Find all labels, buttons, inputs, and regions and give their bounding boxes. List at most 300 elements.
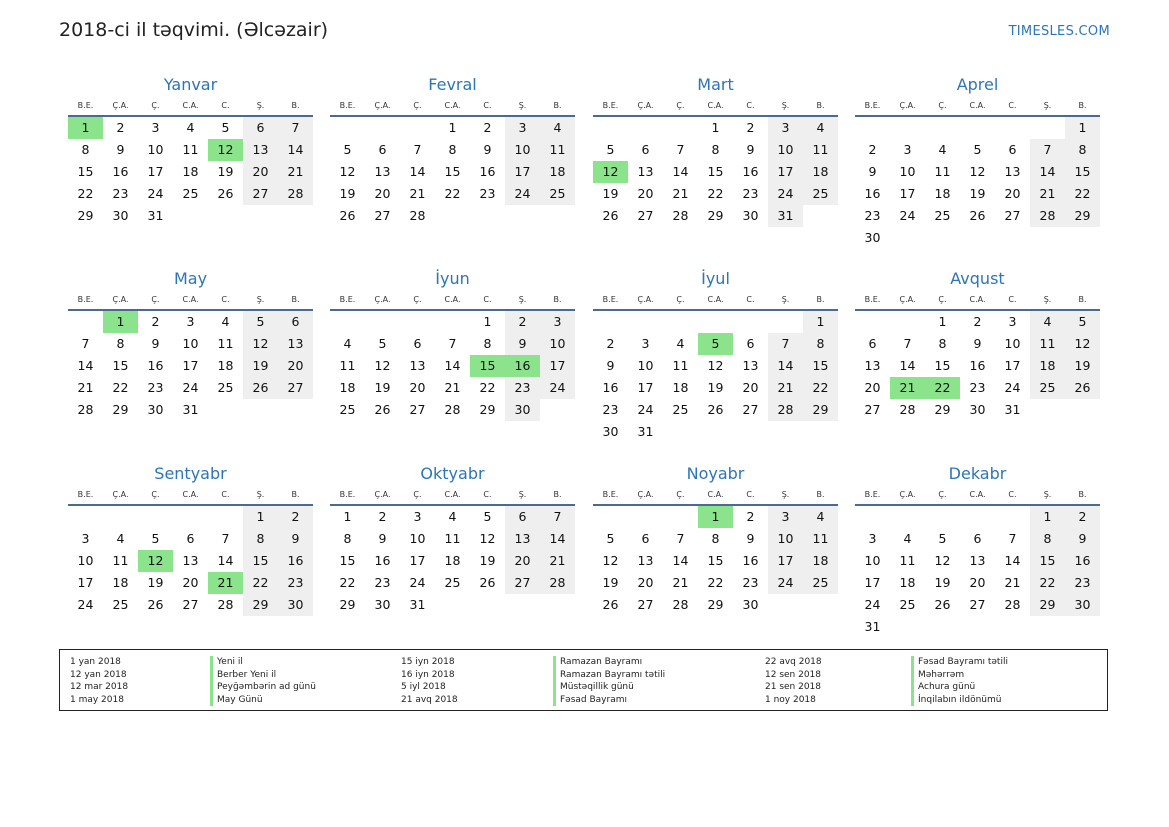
day-cell: 27 [243,183,278,205]
day-cell: 18 [803,550,838,572]
day-cell: 4 [116,531,125,546]
weekday-header [593,488,838,502]
day-cell: 30 [742,597,759,612]
day-cell: 11 [803,139,838,161]
empty-cell [890,311,925,333]
day-cell: 2 [606,336,615,351]
weekday-label: B. [553,101,562,110]
weekday-label: B.E. [77,295,94,304]
legend-date: 15 iyn 2018 [401,657,455,667]
weekday-label: C. [483,101,492,110]
day-cell: 10 [1004,336,1021,351]
legend-date: 12 mar 2018 [70,682,129,692]
weekday-label: B. [291,101,300,110]
day-cell: 7 [221,531,230,546]
empty-cell [628,117,663,139]
day-cell: 21 [409,186,426,201]
day-cell: 16 [742,164,759,179]
day-cell: 6 [746,336,755,351]
day-cell: 26 [602,597,619,612]
day-cell: 27 [374,208,391,223]
empty-cell [365,117,400,139]
day-cell: 5 [938,531,947,546]
day-cell: 1 [938,314,947,329]
weekday-header [330,99,575,113]
month-block [593,464,838,616]
day-cell: 5 [378,336,387,351]
day-cell: 24 [899,208,916,223]
day-cell: 4 [1030,311,1065,333]
day-cell: 17 [77,575,94,590]
days-grid [330,506,575,616]
day-cell: 2 [378,509,387,524]
legend-holiday: Fəsad Bayramı tətili [911,656,1008,669]
day-cell: 1 [483,314,492,329]
day-cell: 8 [803,333,838,355]
day-cell: 15 [707,553,724,568]
weekday-label: Ç. [413,490,422,499]
days-grid [855,506,1100,638]
day-cell: 5 [606,531,615,546]
day-cell: 25 [540,183,575,205]
weekday-label: C. [483,295,492,304]
holiday-day-cell: 15 [470,355,505,377]
day-cell: 6 [413,336,422,351]
day-cell: 27 [505,572,540,594]
day-cell: 26 [479,575,496,590]
day-cell: 9 [973,336,982,351]
day-cell: 3 [413,509,422,524]
day-cell: 28 [672,208,689,223]
day-cell: 22 [707,575,724,590]
days-grid [330,311,575,421]
day-cell: 19 [147,575,164,590]
weekday-label: Ç.A. [112,295,129,304]
weekday-label: B.E. [864,295,881,304]
day-cell: 10 [768,139,803,161]
day-cell: 17 [505,161,540,183]
day-cell: 22 [243,572,278,594]
day-cell: 28 [409,208,426,223]
weekday-label: Ç. [413,101,422,110]
day-cell: 21 [1004,575,1021,590]
weekday-label: Ç.A. [112,490,129,499]
legend-names-col-1 [210,656,316,706]
day-cell: 27 [637,208,654,223]
empty-cell [208,506,243,528]
day-cell: 25 [672,402,689,417]
month-name: Avqust [950,269,1005,288]
day-cell: 24 [505,183,540,205]
day-cell: 5 [1065,311,1100,333]
day-cell: 30 [374,597,391,612]
day-cell: 23 [742,575,759,590]
day-cell: 10 [182,336,199,351]
day-cell: 2 [868,142,877,157]
day-cell: 3 [768,117,803,139]
day-cell: 21 [540,550,575,572]
day-cell: 28 [217,597,234,612]
day-cell: 13 [969,553,986,568]
day-cell: 1 [243,506,278,528]
day-cell: 10 [899,164,916,179]
day-cell: 6 [973,531,982,546]
weekday-label: Ç.A. [374,101,391,110]
day-cell: 2 [483,120,492,135]
day-cell: 16 [864,186,881,201]
day-cell: 4 [803,117,838,139]
day-cell: 3 [151,120,160,135]
weekday-label: Ç. [676,101,685,110]
weekday-label: B. [553,295,562,304]
day-cell: 31 [768,205,803,227]
days-grid [593,506,838,616]
day-cell: 23 [1065,572,1100,594]
weekday-label: Ç.A. [899,101,916,110]
day-cell: 22 [707,186,724,201]
day-cell: 12 [707,358,724,373]
day-cell: 22 [803,377,838,399]
weekday-label: Ç.A. [637,490,654,499]
days-grid [593,311,838,443]
day-cell: 26 [147,597,164,612]
weekday-label: Ç.A. [899,490,916,499]
day-cell: 16 [1065,550,1100,572]
empty-cell [593,506,628,528]
weekday-label: Ş. [256,101,265,110]
day-cell: 24 [540,377,575,399]
day-cell: 31 [182,402,199,417]
day-cell: 29 [1030,594,1065,616]
day-cell: 9 [483,142,492,157]
day-cell: 18 [112,575,129,590]
day-cell: 11 [540,139,575,161]
day-cell: 28 [899,402,916,417]
weekday-label: C. [1008,295,1017,304]
day-cell: 7 [676,142,685,157]
day-cell: 14 [217,553,234,568]
day-cell: 22 [479,380,496,395]
days-grid [68,117,313,227]
day-cell: 29 [707,208,724,223]
day-cell: 26 [374,402,391,417]
day-cell: 10 [409,531,426,546]
day-cell: 2 [1065,506,1100,528]
month-block [330,75,575,227]
day-cell: 1 [803,311,838,333]
day-cell: 18 [217,358,234,373]
day-cell: 15 [243,550,278,572]
day-cell: 8 [81,142,90,157]
day-cell: 12 [1065,333,1100,355]
empty-cell [365,311,400,333]
day-cell: 20 [969,575,986,590]
day-cell: 11 [112,553,129,568]
weekday-label: Ç.A. [374,295,391,304]
day-cell: 12 [339,164,356,179]
empty-cell [435,311,470,333]
weekday-header [330,488,575,502]
legend-date: 1 yan 2018 [70,657,121,667]
weekday-label: Ç.A. [637,101,654,110]
month-block [855,75,1100,249]
day-cell: 29 [243,594,278,616]
day-cell: 21 [444,380,461,395]
legend-holiday: May Günü [210,694,316,707]
day-cell: 4 [803,506,838,528]
legend-date: 12 sen 2018 [765,669,822,680]
day-cell: 18 [444,553,461,568]
empty-cell [68,311,103,333]
weekday-label: Ç. [151,101,160,110]
day-cell: 1 [711,120,720,135]
day-cell: 16 [969,358,986,373]
day-cell: 27 [742,402,759,417]
day-cell: 31 [864,619,881,634]
weekday-header [855,293,1100,307]
weekday-label: Ş. [518,101,527,110]
day-cell: 24 [77,597,94,612]
day-cell: 7 [768,333,803,355]
legend-holiday: Ramazan Bayramı [553,656,665,669]
weekday-label: Ç. [151,295,160,304]
weekday-label: C.A. [182,101,199,110]
weekday-label: Ç. [938,295,947,304]
day-cell: 11 [803,528,838,550]
day-cell: 4 [676,336,685,351]
month-block [68,464,313,616]
day-cell: 17 [768,161,803,183]
days-grid [855,311,1100,421]
day-cell: 24 [768,183,803,205]
day-cell: 28 [540,572,575,594]
legend-holiday: İnqilabın ildönümü [911,694,1008,707]
legend-date: 1 noy 2018 [765,694,816,705]
day-cell: 11 [217,336,234,351]
day-cell: 25 [803,572,838,594]
empty-cell [68,506,103,528]
day-cell: 30 [278,594,313,616]
legend-date: 1 may 2018 [70,694,124,705]
month-name: May [173,269,208,288]
day-cell: 27 [969,597,986,612]
empty-cell [995,506,1030,528]
day-cell: 13 [637,164,654,179]
day-cell: 18 [540,161,575,183]
weekday-label: Ş. [256,295,265,304]
day-cell: 19 [969,186,986,201]
legend-date: 21 sen 2018 [765,682,822,692]
day-cell: 17 [182,358,199,373]
day-cell: 14 [278,139,313,161]
weekday-label: C. [746,295,755,304]
day-cell: 14 [768,355,803,377]
day-cell: 5 [343,142,352,157]
day-cell: 26 [339,208,356,223]
day-cell: 20 [409,380,426,395]
day-cell: 25 [934,208,951,223]
day-cell: 29 [1065,205,1100,227]
holiday-day-cell: 12 [138,550,173,572]
weekday-header [593,293,838,307]
weekday-label: B.E. [77,490,94,499]
holiday-day-cell: 21 [208,572,243,594]
day-cell: 8 [938,336,947,351]
day-cell: 15 [934,358,951,373]
day-cell: 4 [448,509,457,524]
day-cell: 9 [868,164,877,179]
month-name: Noyabr [686,464,745,483]
empty-cell [733,311,768,333]
weekday-label: Ş. [781,490,790,499]
day-cell: 7 [413,142,422,157]
day-cell: 25 [1030,377,1065,399]
day-cell: 8 [448,142,457,157]
day-cell: 5 [243,311,278,333]
month-name: Dekabr [948,464,1007,483]
site-link[interactable]: TIMESLES.COM [1008,24,1110,39]
day-cell: 10 [147,142,164,157]
weekday-label: Ç. [151,490,160,499]
day-cell: 24 [182,380,199,395]
day-cell: 22 [1065,183,1100,205]
day-cell: 13 [243,139,278,161]
day-cell: 8 [116,336,125,351]
weekday-label: B.E. [602,101,619,110]
day-cell: 17 [637,380,654,395]
legend-holiday: Achura günü [911,681,1008,694]
weekday-label: C.A. [444,101,461,110]
day-cell: 2 [278,506,313,528]
day-cell: 8 [1065,139,1100,161]
day-cell: 5 [151,531,160,546]
weekday-label: C.A. [969,295,986,304]
empty-cell [628,311,663,333]
day-cell: 3 [81,531,90,546]
day-cell: 5 [606,142,615,157]
day-cell: 8 [243,528,278,550]
day-cell: 24 [147,186,164,201]
legend-dates-col-3 [765,656,822,706]
day-cell: 6 [1008,142,1017,157]
day-cell: 6 [641,142,650,157]
day-cell: 29 [479,402,496,417]
holiday-legend [59,649,1108,711]
weekday-label: B. [553,490,562,499]
day-cell: 17 [899,186,916,201]
day-cell: 25 [444,575,461,590]
day-cell: 24 [409,575,426,590]
day-cell: 16 [147,358,164,373]
day-cell: 16 [278,550,313,572]
legend-dates-col-1 [70,656,128,706]
day-cell: 11 [444,531,461,546]
day-cell: 20 [637,186,654,201]
day-cell: 22 [1030,572,1065,594]
legend-holiday: Yeni il [210,656,316,669]
day-cell: 13 [864,358,881,373]
day-cell: 17 [864,575,881,590]
day-cell: 16 [479,164,496,179]
days-grid [855,117,1100,249]
day-cell: 9 [606,358,615,373]
day-cell: 28 [1004,597,1021,612]
day-cell: 19 [339,186,356,201]
legend-names-col-2 [553,656,665,706]
day-cell: 1 [448,120,457,135]
day-cell: 7 [81,336,90,351]
day-cell: 26 [707,402,724,417]
day-cell: 25 [112,597,129,612]
day-cell: 24 [1004,380,1021,395]
empty-cell [925,506,960,528]
weekday-header [68,488,313,502]
day-cell: 26 [243,377,278,399]
day-cell: 17 [1004,358,1021,373]
weekday-label: Ç.A. [112,101,129,110]
day-cell: 9 [746,142,755,157]
weekday-label: B.E. [602,490,619,499]
empty-cell [1030,117,1065,139]
day-cell: 23 [505,377,540,399]
days-grid [330,117,575,227]
day-cell: 27 [864,402,881,417]
day-cell: 14 [1030,161,1065,183]
day-cell: 20 [1004,186,1021,201]
day-cell: 25 [899,597,916,612]
weekday-label: Ç.A. [637,295,654,304]
weekday-label: Ş. [781,101,790,110]
legend-holiday: Ramazan Bayramı tətili [553,669,665,682]
day-cell: 26 [602,208,619,223]
day-cell: 30 [112,208,129,223]
day-cell: 10 [637,358,654,373]
day-cell: 20 [374,186,391,201]
legend-date: 5 iyl 2018 [401,682,446,692]
day-cell: 7 [448,336,457,351]
day-cell: 29 [707,597,724,612]
day-cell: 11 [1030,333,1065,355]
day-cell: 30 [742,208,759,223]
day-cell: 4 [540,117,575,139]
weekday-label: Ş. [256,490,265,499]
day-cell: 8 [1030,528,1065,550]
weekday-header [855,488,1100,502]
day-cell: 3 [1008,314,1017,329]
month-block [855,269,1100,421]
day-cell: 27 [182,597,199,612]
weekday-label: C.A. [969,101,986,110]
days-grid [68,311,313,421]
day-cell: 1 [1030,506,1065,528]
legend-date: 22 avq 2018 [765,657,822,667]
day-cell: 22 [112,380,129,395]
day-cell: 2 [746,120,755,135]
day-cell: 26 [934,597,951,612]
day-cell: 20 [742,380,759,395]
holiday-day-cell: 5 [698,333,733,355]
day-cell: 14 [672,164,689,179]
day-cell: 19 [1065,355,1100,377]
day-cell: 19 [602,575,619,590]
day-cell: 24 [768,572,803,594]
day-cell: 31 [1004,402,1021,417]
day-cell: 18 [339,380,356,395]
empty-cell [855,506,890,528]
day-cell: 21 [672,575,689,590]
empty-cell [628,506,663,528]
day-cell: 14 [77,358,94,373]
